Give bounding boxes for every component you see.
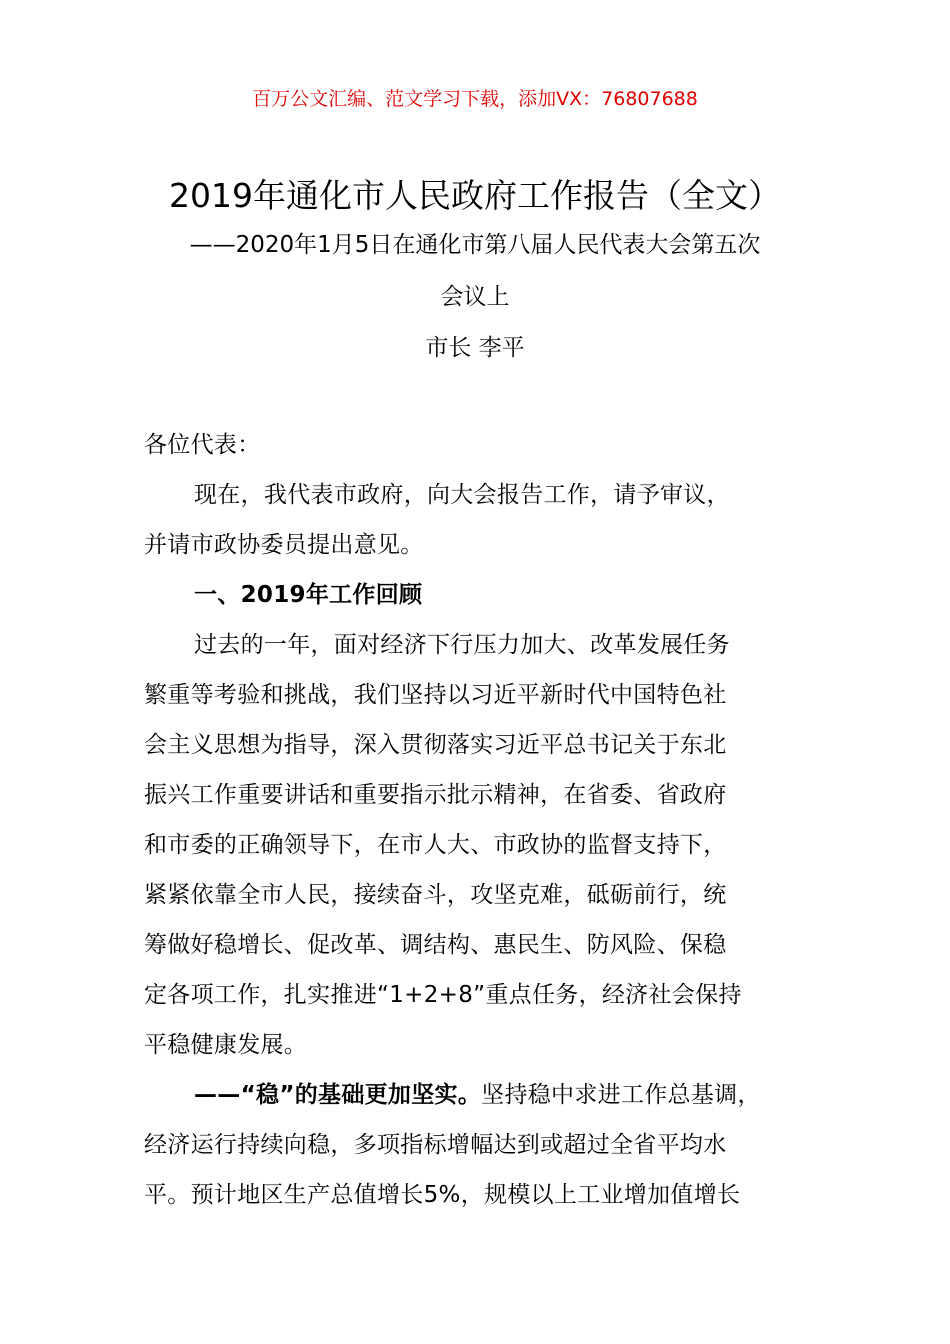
section-heading-text: 一、2019年工作回顾 <box>194 582 423 608</box>
subtitle-line-2: 会议上 <box>440 284 510 310</box>
paragraph-lead-bold: ——“稳”的基础更加坚实。 <box>194 1082 482 1108</box>
paragraph-line: 平。预计地区生产总值增长5%，规模以上工业增加值增长 <box>144 1182 741 1208</box>
paragraph-review <box>144 620 820 1070</box>
salutation: 各位代表： <box>144 432 261 458</box>
paragraph-intro <box>144 470 820 570</box>
paragraph-line: 并请市政协委员提出意见。 <box>144 532 424 558</box>
paragraph-line: 筹做好稳增长、促改革、调结构、惠民生、防风险、保稳 <box>144 932 727 958</box>
paragraph-line: 过去的一年，面对经济下行压力加大、改革发展任务 <box>194 632 730 658</box>
paragraph-line: 平稳健康发展。 <box>144 1032 308 1058</box>
paragraph-line: 紧紧依靠全市人民，接续奋斗，攻坚克难，砥砺前行，统 <box>144 882 727 908</box>
speaker-line: 市长 李平 <box>425 335 525 361</box>
paragraph-stability <box>144 1070 820 1220</box>
paragraph-line: 和市委的正确领导下，在市人大、市政协的监督支持下， <box>144 832 727 858</box>
paragraph-line: 现在，我代表市政府，向大会报告工作，请予审议， <box>194 482 730 508</box>
subtitle-line-1: ——2020年1月5日在通化市第八届人民代表大会第五次 <box>189 232 761 258</box>
paragraph-line: 定各项工作，扎实推进“1+2+8”重点任务，经济社会保持 <box>144 982 742 1008</box>
paragraph-lead-rest: 坚持稳中求进工作总基调， <box>481 1082 761 1108</box>
paragraph-line: 经济运行持续向稳，多项指标增幅达到或超过全省平均水 <box>144 1132 727 1158</box>
watermark-header: 百万公文汇编、范文学习下载，添加VX：76807688 <box>252 88 698 110</box>
paragraph-line: 繁重等考验和挑战，我们坚持以习近平新时代中国特色社 <box>144 682 727 708</box>
paragraph-line: 会主义思想为指导，深入贯彻落实习近平总书记关于东北 <box>144 732 727 758</box>
section-heading <box>144 570 820 620</box>
paragraph-line: 振兴工作重要讲话和重要指示批示精神，在省委、省政府 <box>144 782 727 808</box>
document-title: 2019年通化市人民政府工作报告（全文） <box>169 176 781 215</box>
paragraph-line <box>144 1070 820 1120</box>
